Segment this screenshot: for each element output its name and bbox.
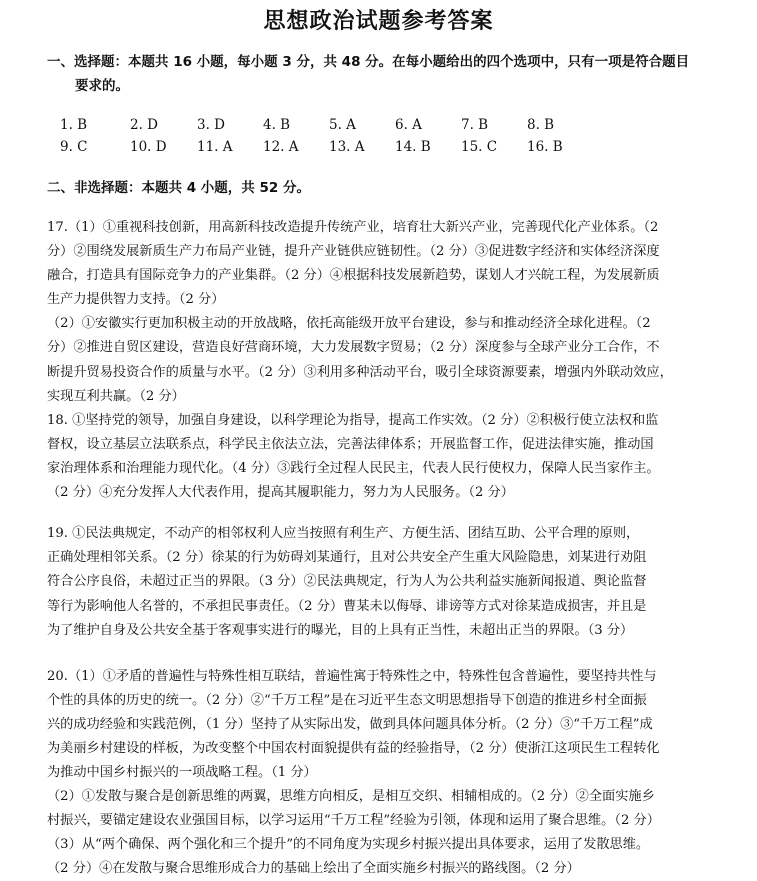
q18-line: （2 分）④充分发挥人大代表作用，提高其履职能力，努力为人民服务。（2 分） <box>47 485 514 500</box>
q20-line: （2 分）④在发散与聚合思维形成合力的基础上绘出了全面实施乡村振兴的路线图。（2 分） <box>47 861 580 876</box>
section-1-heading-line: 一、选择题：本题共 16 小题，每小题 3 分，共 48 分。在每小题给出的四个选项中，只有一项是符合题目 <box>47 54 690 70</box>
answer-6: 6. A <box>395 117 422 133</box>
section-1-heading <box>47 50 707 98</box>
answer-1: 1. B <box>60 117 88 133</box>
q20-line: 为美丽乡村建设的样板，为改变整个中国农村面貌提供有益的经验指导，（2 分）使浙江这项民生工程转化 <box>47 741 660 756</box>
q17-line: 实现互利共赢。（2 分） <box>47 388 185 404</box>
question-19-answer <box>47 522 695 643</box>
q17-line: 融合，打造具有国际竞争力的产业集群。（2 分）④根据科技发展新趋势，谋划人才兴皖工程，为发展新质 <box>47 268 660 284</box>
answer-8: 8. B <box>527 117 555 133</box>
answer-15: 15. C <box>461 139 498 155</box>
section-2-heading: 二、非选择题：本题共 4 小题，共 52 分。 <box>47 180 310 196</box>
question-17-answer <box>47 216 695 409</box>
q17-line: 生产力提供智力支持。（2 分） <box>47 292 225 308</box>
q17-line: 断提升贸易投资合作的质量与水平。（2 分）③利用多种活动平台，吸引全球资源要素，增强内外联动效应， <box>47 364 673 380</box>
answer-14: 14. B <box>395 139 431 155</box>
question-18-answer <box>47 409 695 505</box>
answer-row-1 <box>60 117 620 139</box>
q20-line: （2）①发散与聚合是创新思维的两翼，思维方向相反，是相互交织、相辅相成的。（2 分）②全面实施乡 <box>47 789 655 804</box>
answer-4: 4. B <box>263 117 291 133</box>
q20-line: 20.（1）①矛盾的普遍性与特殊性相互联结，普遍性寓于特殊性之中，特殊性包含普遍性，要坚持共性与 <box>47 669 657 684</box>
q20-line: 兴的成功经验和实践范例，（1 分）坚持了从实际出发，做到具体问题具体分析。（2 分）③“千万工程”成 <box>47 717 653 732</box>
answer-3: 3. D <box>197 117 225 133</box>
answer-12: 12. A <box>263 139 299 155</box>
answer-2: 2. D <box>130 117 158 133</box>
answer-row-2 <box>60 139 620 161</box>
q17-line: （2）①安徽实行更加积极主动的开放战略，依托高能级开放平台建设，参与和推动经济全球化进程。（2 <box>47 316 651 332</box>
answer-9: 9. C <box>60 139 88 155</box>
answer-16: 16. B <box>527 139 563 155</box>
q20-line: 村振兴，要锚定建设农业强国目标，以学习运用“千万工程”经验为引领，体现和运用了聚合思维。（2 分） <box>47 813 660 828</box>
answer-7: 7. B <box>461 117 489 133</box>
q20-line: 个性的具体的历史的统一。（2 分）②“千万工程”是在习近平生态文明思想指导下创造的推进乡村全面振 <box>47 693 647 708</box>
answer-10: 10. D <box>130 139 167 155</box>
q18-line: 家治理体系和治理能力现代化。（4 分）③践行全过程人民民主，代表人民行使权力，保障人民当家作主。 <box>47 461 660 476</box>
q19-line: 符合公序良俗，未超过正当的界限。（3 分）②民法典规定，行为人为公共利益实施新闻报道、舆论监督 <box>47 574 647 590</box>
q20-line: 为推动中国乡村振兴的一项战略工程。（1 分） <box>47 765 317 780</box>
q17-line: 分）②围绕发展新质生产力布局产业链，提升产业链供应链韧性。（2 分）③促进数字经济和实体经济深度 <box>47 244 660 260</box>
page-title: 思想政治试题参考答案 <box>263 9 494 34</box>
q19-line: 正确处理相邻关系。（2 分）徐某的行为妨碍刘某通行，且对公共安全产生重大风险隐患，刘某进行劝阻 <box>47 550 647 566</box>
answer-11: 11. A <box>197 139 233 155</box>
q17-line: 17.（1）①重视科技创新，用高新科技改造提升传统产业，培育壮大新兴产业，完善现代化产业体系。（2 <box>47 220 659 235</box>
q19-line: 为了维护自身及公共安全基于客观事实进行的曝光，目的上具有正当性，未超出正当的界限。（3 分） <box>47 622 634 638</box>
q19-line: 19. ①民法典规定，不动产的相邻权利人应当按照有利生产、方便生活、团结互助、公平合理的原则， <box>47 526 640 541</box>
section-1-heading-cont: 要求的。 <box>75 78 129 94</box>
q20-line: （3）从“两个确保、两个强化和三个提升”的不同角度为实现乡村振兴提出具体要求，运用了发散思维。 <box>47 837 650 852</box>
q17-line: 分）②推进自贸区建设，营造良好营商环境，大力发展数字贸易；（2 分）深度参与全球产业分工合作，不 <box>47 340 660 356</box>
q19-line: 等行为影响他人名誉的，不承担民事责任。（2 分）曹某未以侮辱、诽谤等方式对徐某造成损害，并且是 <box>47 598 647 614</box>
q18-line: 督权，设立基层立法联系点，科学民主依法立法，完善法律体系；开展监督工作，促进法律实施，推动国 <box>47 437 654 452</box>
question-20-answer <box>47 665 695 881</box>
q18-line: 18. ①坚持党的领导，加强自身建设，以科学理论为指导，提高工作实效。（2 分）②积极行使立法权和监 <box>47 413 659 428</box>
answer-13: 13. A <box>329 139 365 155</box>
answer-5: 5. A <box>329 117 356 133</box>
